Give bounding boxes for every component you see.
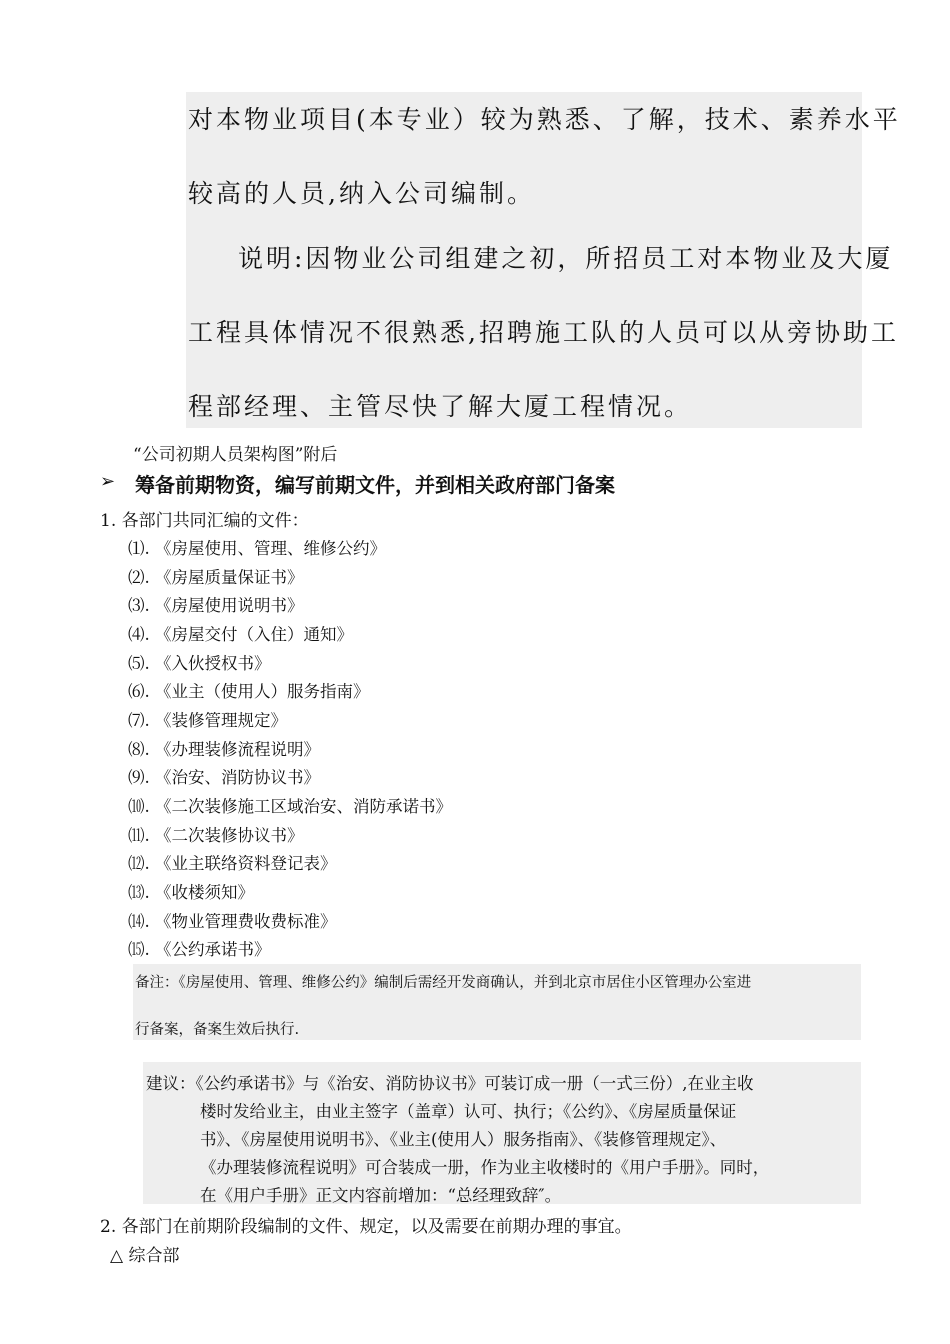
remark-line-2: 行备案，备案生效后执行. (135, 1022, 300, 1038)
list-item: ⑴. 《房屋使用、管理、维修公约》 (128, 539, 386, 558)
part1-title: 1. 各部门共同汇编的文件： (100, 511, 309, 531)
part2-title: 2. 各部门在前期阶段编制的文件、规定，以及需要在前期办理的事宜。 (100, 1217, 632, 1237)
section-heading: 筹备前期物资，编写前期文件，并到相关政府部门备案 (135, 473, 615, 497)
intro-line-1: 对本物业项目(本专业）较为熟悉、了解，技术、素养水平 (188, 105, 901, 134)
intro-line-2: 较高的人员,纳入公司编制。 (188, 179, 535, 208)
list-item: ⑺. 《装修管理规定》 (128, 711, 287, 730)
suggestion-line-4: 《办理装修流程说明》可合装成一册，作为业主收楼时的《用户手册》。同时， (200, 1158, 770, 1177)
remark-line-1: 备注：《房屋使用、管理、维修公约》编制后需经开发商确认，并到北京市居住小区管理办公室进 (135, 975, 752, 991)
list-item: ⑽. 《二次装修施工区域治安、消防承诺书》 (128, 797, 452, 816)
list-item: ⑹. 《业主（使用人）服务指南》 (128, 682, 370, 701)
list-item: ⑾. 《二次装修协议书》 (128, 826, 304, 845)
intro-line-4: 工程具体情况不很熟悉,招聘施工队的人员可以从旁协助工 (188, 318, 899, 347)
list-item: ⑿. 《业主联络资料登记表》 (128, 854, 337, 873)
intro-line-5: 程部经理、主管尽快了解大厦工程情况。 (188, 392, 693, 421)
list-item: ⒁. 《物业管理费收费标准》 (128, 912, 337, 931)
list-item: ⑶. 《房屋使用说明书》 (128, 596, 304, 615)
list-item: ⒂. 《公约承诺书》 (128, 940, 271, 959)
list-item: ⑻. 《办理装修流程说明》 (128, 740, 320, 759)
part2-subsection: △ 综合部 (110, 1246, 180, 1266)
suggestion-line-5: 在《用户手册》正文内容前增加：“总经理致辞″。 (200, 1186, 562, 1205)
list-item: ⑵. 《房屋质量保证书》 (128, 568, 304, 587)
suggestion-line-2: 楼时发给业主，由业主签字（盖章）认可、执行；《公约》、《房屋质量保证 (200, 1102, 737, 1121)
list-item: ⑸. 《入伙授权书》 (128, 654, 271, 673)
suggestion-line-3: 书》、《房屋使用说明书》、《业主(使用人）服务指南》、《装修管理规定》、 (200, 1130, 727, 1149)
list-item: ⑷. 《房屋交付（入住）通知》 (128, 625, 353, 644)
list-item: ⒀. 《收楼须知》 (128, 883, 254, 902)
list-item: ⑼. 《治安、消防协议书》 (128, 768, 320, 787)
org-chart-note: “公司初期人员架构图”附后 (133, 445, 338, 465)
section-bullet-icon: ➢ (100, 471, 116, 492)
intro-line-3: 说明:因物业公司组建之初，所招员工对本物业及大厦 (238, 244, 894, 273)
suggestion-line-1: 建议：《公约承诺书》与《治安、消防协议书》可装订成一册（一式三份）,在业主收 (146, 1074, 754, 1093)
